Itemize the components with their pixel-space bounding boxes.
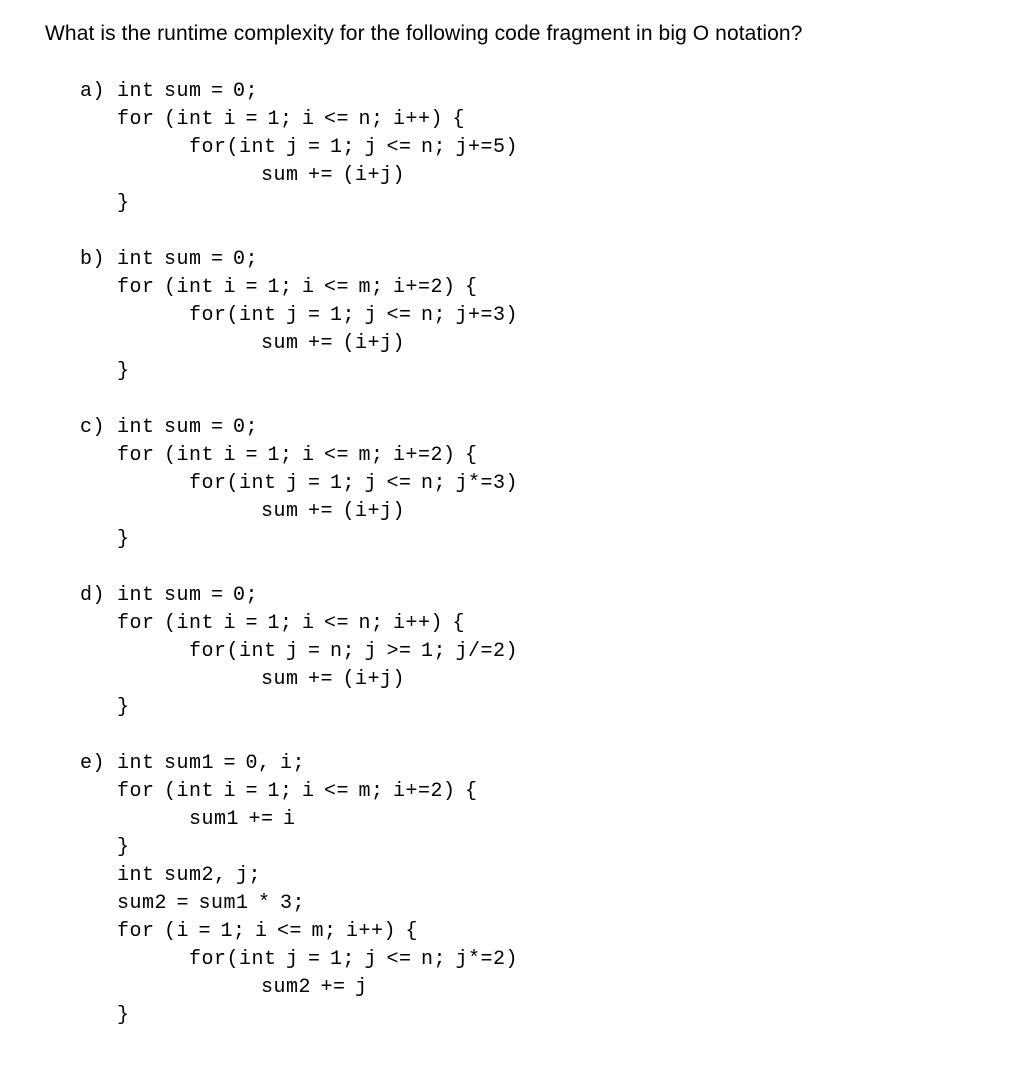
code-line: for (i = 1; i <= m; i++) { [117, 920, 419, 943]
code-line: } [117, 528, 130, 551]
question-text: What is the runtime complexity for the following code fragment in big O notation? [45, 22, 803, 45]
code-line [80, 750, 518, 778]
code-line: sum1 += i [189, 808, 296, 831]
code-line: for (int i = 1; i <= m; i+=2) { [117, 780, 478, 803]
code-line: for(int j = 1; j <= n; j*=3) [189, 472, 519, 495]
code-line: for (int i = 1; i <= n; i++) { [117, 612, 466, 635]
problem-label: b) [80, 248, 106, 271]
code-line [80, 414, 518, 442]
code-line: int sum2, j; [117, 864, 262, 887]
problem-label: c) [80, 416, 106, 439]
problem-label: a) [80, 80, 106, 103]
code-text: int sum = 0; [117, 584, 259, 607]
code-line: for (int i = 1; i <= m; i+=2) { [117, 276, 478, 299]
code-line: } [117, 360, 130, 383]
code-line: sum += (i+j) [261, 164, 406, 187]
code-line: for(int j = 1; j <= n; j+=3) [189, 304, 519, 327]
problem-a [80, 78, 518, 218]
code-line: for(int j = n; j >= 1; j/=2) [189, 640, 519, 663]
code-line: sum2 = sum1 * 3; [117, 892, 306, 915]
code-text: int sum = 0; [117, 416, 259, 439]
code-line: sum += (i+j) [261, 668, 406, 691]
code-line: } [117, 836, 130, 859]
code-line [80, 582, 518, 610]
problem-e [80, 750, 518, 1030]
problem-d [80, 582, 518, 722]
code-text: int sum = 0; [117, 80, 259, 103]
problem-label: e) [80, 752, 106, 775]
code-line: for (int i = 1; i <= m; i+=2) { [117, 444, 478, 467]
code-line: } [117, 192, 130, 215]
problem-b [80, 246, 518, 386]
code-line [80, 246, 518, 274]
code-line: for (int i = 1; i <= n; i++) { [117, 108, 466, 131]
code-line: sum += (i+j) [261, 332, 406, 355]
code-text: int sum = 0; [117, 248, 259, 271]
problem-label: d) [80, 584, 106, 607]
code-line: sum += (i+j) [261, 500, 406, 523]
code-line [80, 78, 518, 106]
code-line: for(int j = 1; j <= n; j*=2) [189, 948, 519, 971]
code-line: sum2 += j [261, 976, 368, 999]
problem-c [80, 414, 518, 554]
code-line: } [117, 696, 130, 719]
code-line: } [117, 1004, 130, 1027]
code-line: for(int j = 1; j <= n; j+=5) [189, 136, 519, 159]
code-text: int sum1 = 0, i; [117, 752, 306, 775]
